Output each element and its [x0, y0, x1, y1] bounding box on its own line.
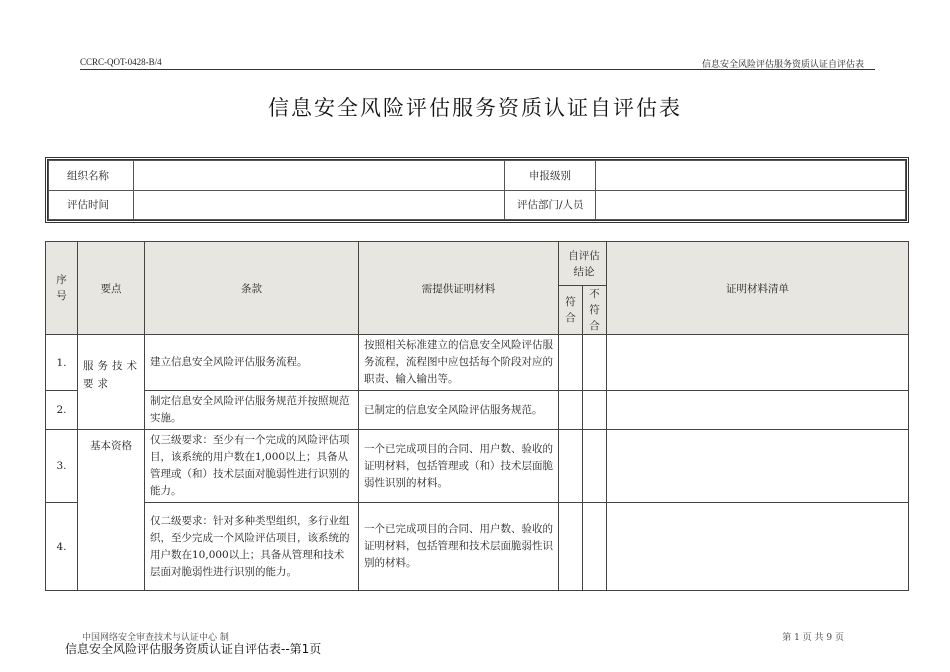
group-service-tech: 服务技术要求 [78, 335, 145, 430]
conform-cell[interactable] [559, 503, 583, 591]
header-nonconform: 不符合 [583, 286, 607, 335]
row-clause: 仅三级要求：至少有一个完成的风险评估项目，该系统的用户数在1,000以上；具备从管理或（和）技术层面对脆弱性进行识别的能力。 [145, 430, 359, 503]
header-rule [80, 69, 875, 70]
main-table-wrapper [45, 241, 909, 591]
row-evidence: 一个已完成项目的合同、用户数、验收的证明材料，包括管理或（和）技术层面脆弱性识别的材料。 [359, 430, 559, 503]
row-seq: 2. [46, 391, 78, 430]
header-clause: 条款 [145, 242, 359, 335]
header-evidence: 需提供证明材料 [359, 242, 559, 335]
evidence-list-cell[interactable] [607, 335, 909, 391]
conform-cell[interactable] [559, 391, 583, 430]
row-clause: 建立信息安全风险评估服务流程。 [145, 335, 359, 391]
eval-time-label: 评估时间 [49, 190, 134, 220]
conform-cell[interactable] [559, 430, 583, 503]
org-name-label: 组织名称 [49, 161, 134, 191]
row-evidence: 一个已完成项目的合同、用户数、验收的证明材料，包括管理和技术层面脆弱性识别的材料。 [359, 503, 559, 591]
header-self-eval: 自评估结论 [559, 242, 607, 286]
nonconform-cell[interactable] [583, 430, 607, 503]
conform-cell[interactable] [559, 335, 583, 391]
document-code: CCRC-QOT-0428-B/4 [80, 57, 162, 67]
header-seq: 序号 [46, 242, 78, 335]
eval-time-field[interactable] [134, 190, 505, 220]
group-basic-qual: 基本资格 [78, 430, 145, 591]
evidence-list-cell[interactable] [607, 503, 909, 591]
eval-dept-field[interactable] [596, 190, 906, 220]
nonconform-cell[interactable] [583, 503, 607, 591]
level-label: 申报级别 [505, 161, 596, 191]
page-caption: 信息安全风险评估服务资质认证自评估表--第1页 [65, 642, 322, 656]
row-seq: 1. [46, 335, 78, 391]
org-name-field[interactable] [134, 161, 505, 191]
header-conform: 符合 [559, 286, 583, 335]
row-seq: 4. [46, 503, 78, 591]
header-point: 要点 [78, 242, 145, 335]
info-table [45, 157, 909, 223]
footer-page: 第 1 页 共 9 页 [782, 633, 844, 643]
nonconform-cell[interactable] [583, 335, 607, 391]
row-clause: 仅二级要求：针对多种类型组织，多行业组织，至少完成一个风险评估项目，该系统的用户数在10,000以上；具备从管理和技术层面对脆弱性进行识别的能力。 [145, 503, 359, 591]
row-evidence: 按照相关标准建立的信息安全风险评估服务流程，流程图中应包括每个阶段对应的职责、输入输出等。 [359, 335, 559, 391]
row-seq: 3. [46, 430, 78, 503]
nonconform-cell[interactable] [583, 391, 607, 430]
header-evidence-list: 证明材料清单 [607, 242, 909, 335]
eval-dept-label: 评估部门/人员 [505, 190, 596, 220]
page-title: 信息安全风险评估服务资质认证自评估表 [268, 96, 682, 120]
evidence-list-cell[interactable] [607, 391, 909, 430]
footer-org: 中国网络安全审查技术与认证中心 制 [82, 633, 229, 643]
level-field[interactable] [596, 161, 906, 191]
header-doc-title: 信息安全风险评估服务资质认证自评估表 [701, 60, 864, 70]
row-evidence: 已制定的信息安全风险评估服务规范。 [359, 391, 559, 430]
self-eval-table [45, 241, 909, 591]
evidence-list-cell[interactable] [607, 430, 909, 503]
row-clause: 制定信息安全风险评估服务规范并按照规范实施。 [145, 391, 359, 430]
